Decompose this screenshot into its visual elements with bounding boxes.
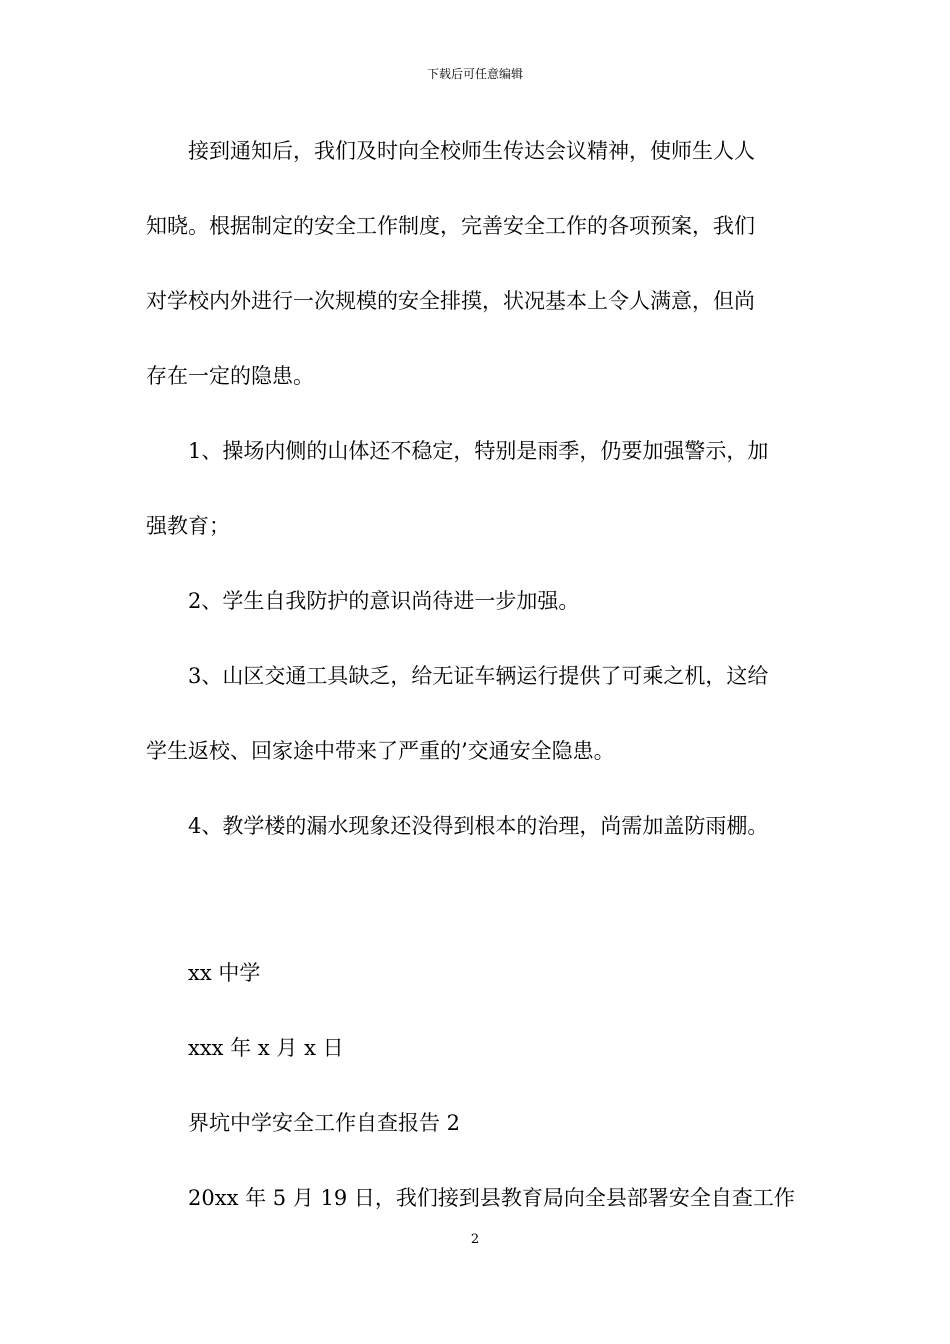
signature-date: xxx 年 x 月 x 日	[188, 1036, 344, 1060]
document-body	[146, 128, 806, 1250]
paragraph-line: 知晓。根据制定的安全工作制度，完善安全工作的各项预案，我们	[146, 214, 755, 238]
header-note: 下载后可任意编辑	[426, 67, 523, 81]
page-number: 2	[470, 1232, 480, 1247]
list-item-line: 4、教学楼的漏水现象还没得到根本的治理，尚需加盖防雨棚。	[188, 814, 769, 838]
list-item-line: 强教育；	[146, 514, 230, 538]
list-item-line: 1、操场内侧的山体还不稳定，特别是雨季，仍要加强警示，加	[188, 439, 769, 463]
paragraph-line: 存在一定的隐患。	[146, 364, 314, 388]
list-item-line: 学生返校、回家途中带来了严重的’交通安全隐患。	[146, 739, 615, 763]
paragraph-line: 20xx 年 5 月 19 日，我们接到县教育局向全县部署安全自查工作	[188, 1186, 795, 1210]
paragraph-line: 对学校内外进行一次规模的安全排摸，状况基本上令人满意，但尚	[146, 289, 755, 313]
blank-gap	[146, 878, 806, 950]
section-title: 界坑中学安全工作自查报告 2	[188, 1111, 461, 1135]
paragraph-line: 接到通知后，我们及时向全校师生传达会议精神，使师生人人	[188, 139, 755, 163]
list-item-line: 3、山区交通工具缺乏，给无证车辆运行提供了可乘之机，这给	[188, 664, 769, 688]
list-item-line: 2、学生自我防护的意识尚待进一步加强。	[188, 589, 580, 613]
signature-school: xx 中学	[188, 961, 261, 985]
